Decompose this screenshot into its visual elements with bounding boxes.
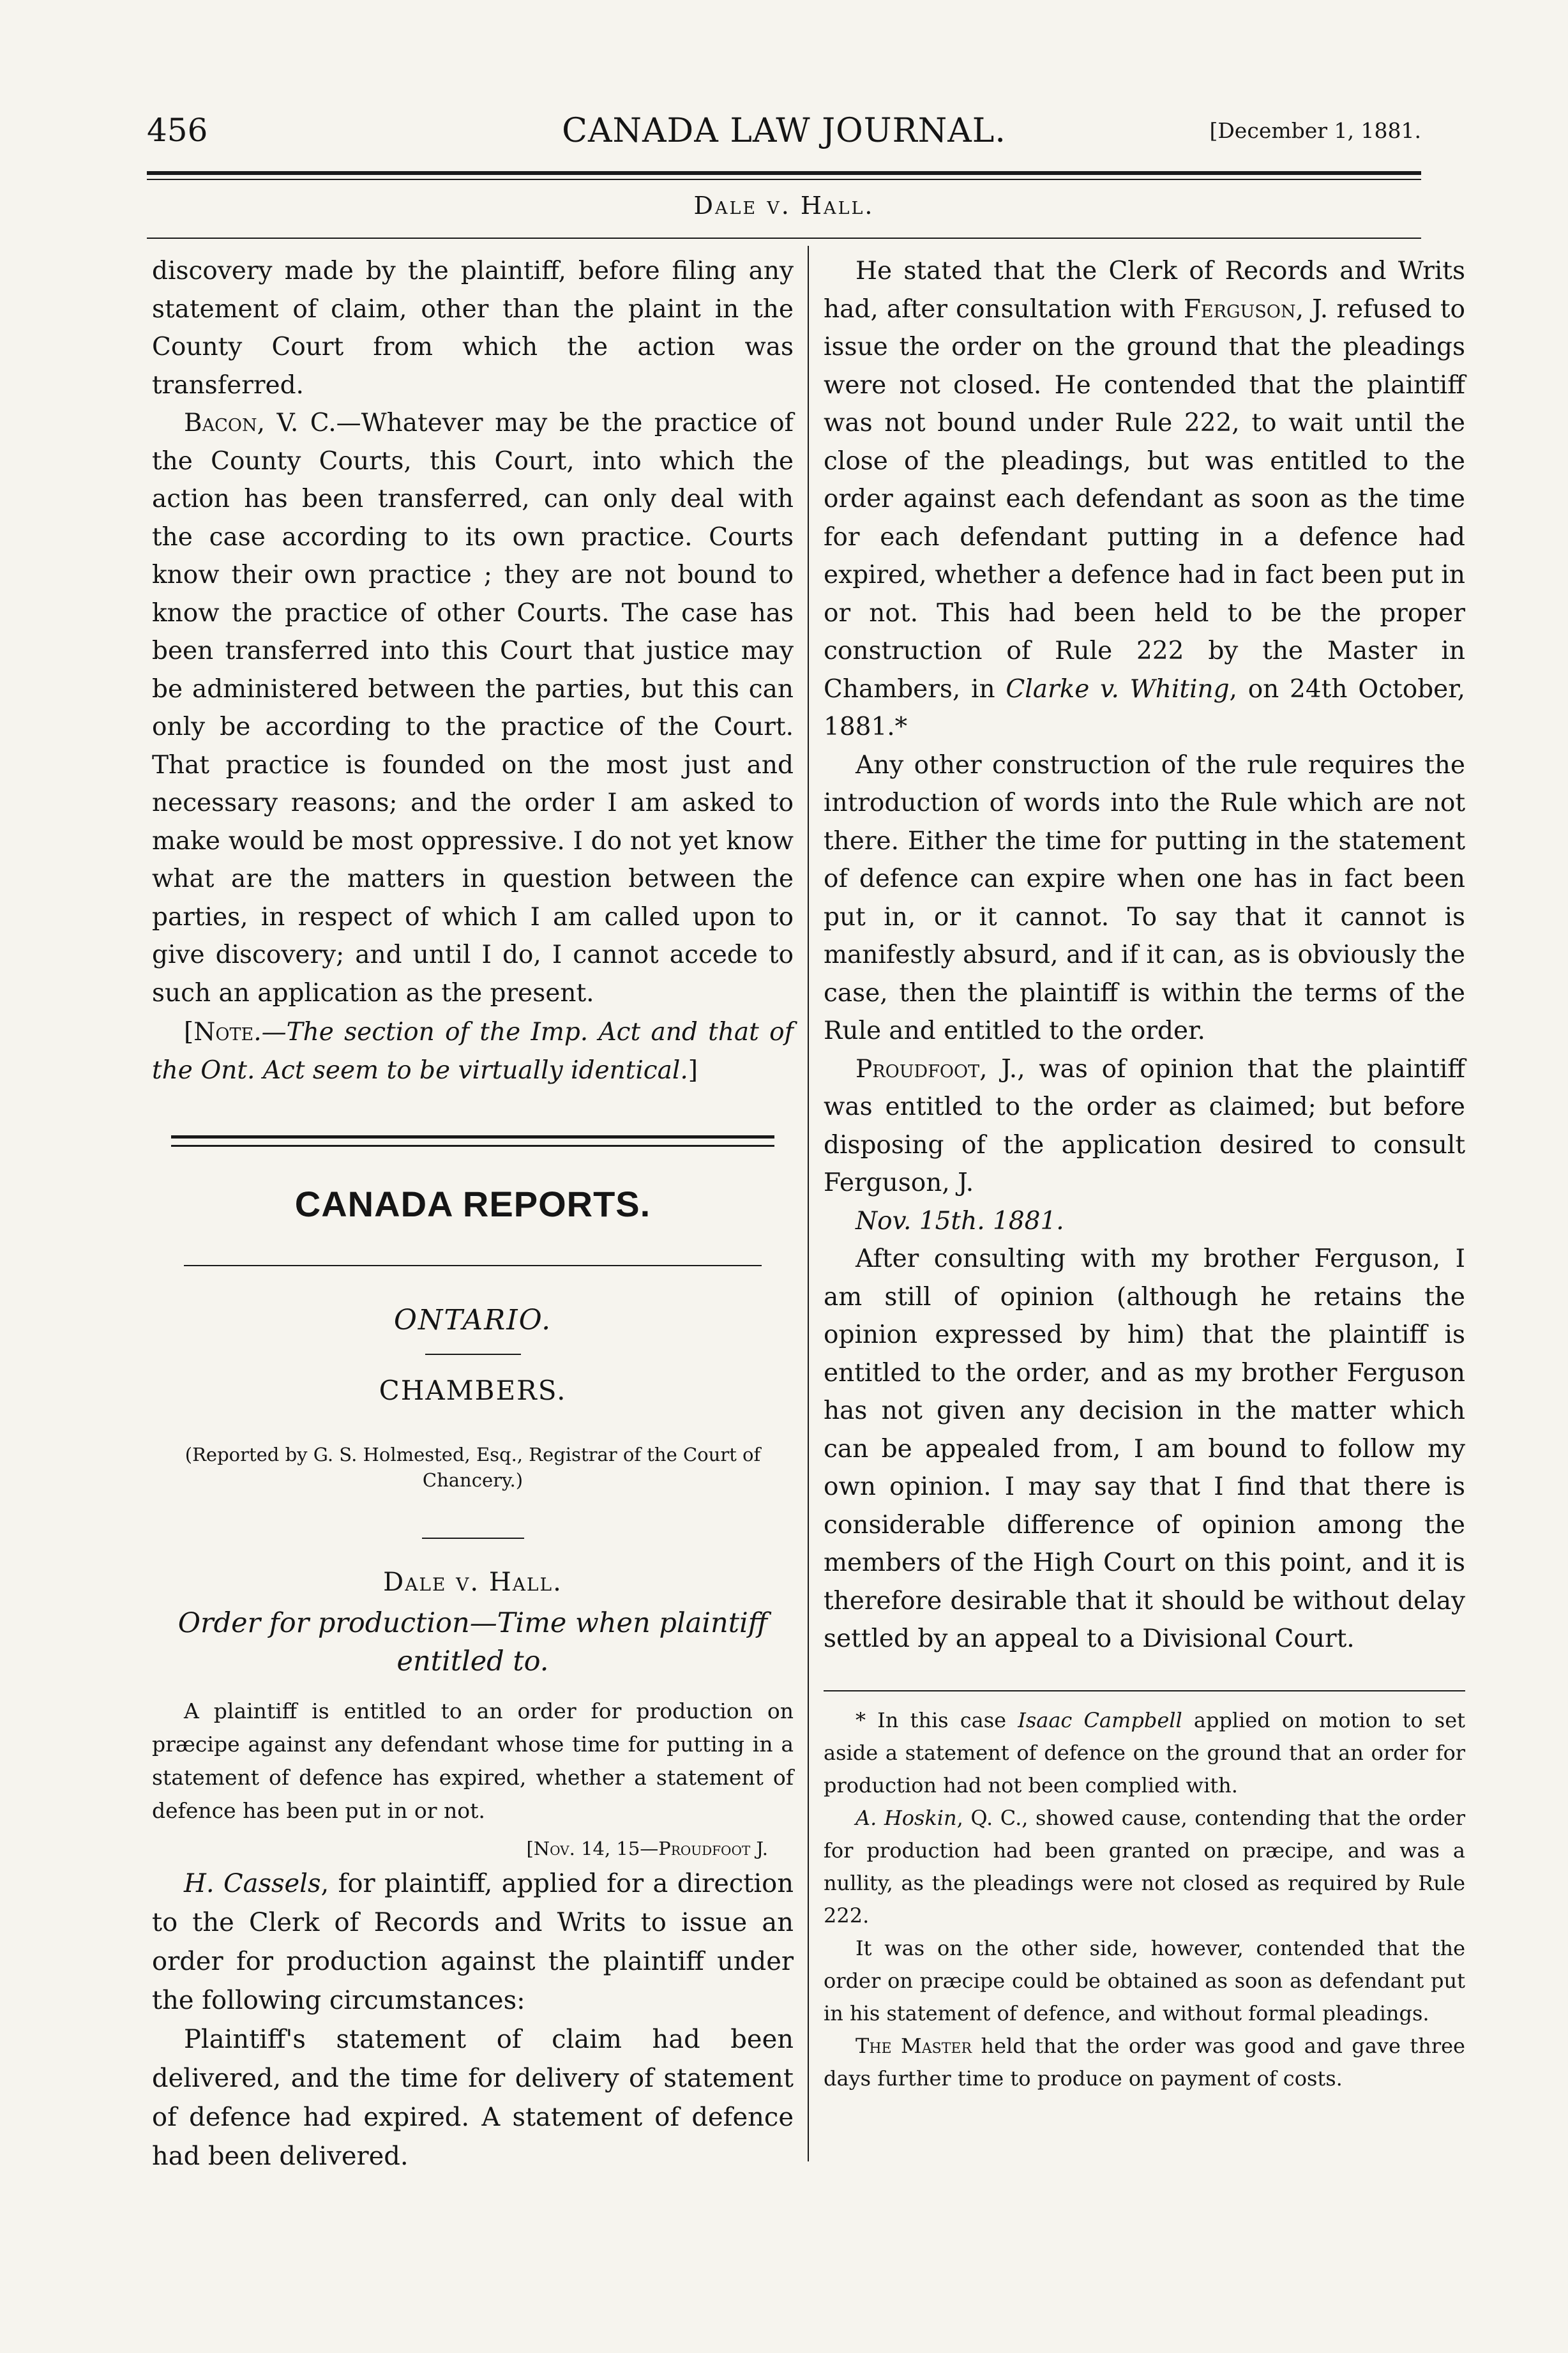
paragraph: Bacon, V. C.—Whatever may be the practice of the County Courts, this Court, into which the action has been transferred, can only deal with the case according to its own practice. Courts know their own practice ; they are not bound to know the practice of other Courts. The case has been transferred into this Court that justice may be administered between the parties, but this can only be according to the practice of the Court. That practice is founded on the most just and necessary reasons; and the order I am asked to make would be most oppressive. I do not yet know what are the matters in question between the parties, in respect of which I am called upon to give discovery; and until I do, I cannot accede to such an application as the present. xyxy=(152,409,794,1008)
paragraph: discovery made by the plaintiff, before filing any statement of claim, other than the plaint in the County Court from which the action was transferred. xyxy=(152,257,794,400)
short-rule xyxy=(425,1354,521,1355)
header-rule xyxy=(147,171,1421,175)
section-divider xyxy=(171,1135,774,1147)
headnote-title: Order for production—Time when plaintiff entitled to. xyxy=(177,1607,768,1677)
footnote-rule xyxy=(824,1690,1465,1691)
journal-title: CANADA LAW JOURNAL. xyxy=(562,112,1006,150)
province-heading: ONTARIO. xyxy=(393,1304,552,1336)
case-title: Dale v. Hall. xyxy=(383,1568,562,1597)
date-line: Nov. 15th. 1881. xyxy=(856,1206,1064,1236)
case-running-head: Dale v. Hall. xyxy=(693,192,875,220)
paragraph: Plaintiff's statement of claim had been delivered, and the time for delivery of statement of defence had expired. A statement of defence had been delivered. xyxy=(152,2025,794,2171)
dateline: [Nov. 14, 15—Proudfoot J. xyxy=(526,1838,768,1859)
paragraph: He stated that the Clerk of Records and Writs had, after consultation with Ferguson, J. refused to issue the order on the ground that the pleadings were not closed. He contended that the plaintiff was not bound under Rule 222, to wait until the close of the pleadings, but was entitled to the order against each defendant as soon as the time for each defendant putting in a defence had expired, whether a defence had in fact been put in or not. This had been held to be the proper construction of Rule 222 by the Master in Chambers, in Clarke v. Whiting, on 24th October, 1881.* xyxy=(824,257,1465,741)
paragraph: Any other construction of the rule requires the introduction of words into the Rule which are not there. Either the time for putting in the statement of defence can expire when one has in fact been put in, or it cannot. To say that it cannot is manifestly absurd, and if it can, as is obviously the case, then the plaintiff is within the terms of the Rule and entitled to the order. xyxy=(824,750,1465,1045)
running-head xyxy=(147,112,1421,163)
header-rule-thin xyxy=(147,179,1421,180)
paragraph: After consulting with my brother Ferguson, I am still of opinion (although he retains the opinion expressed by him) that the plaintiff is entitled to the order, and as my brother Ferguson has not given any decision in the matter which can be appealed from, I am bound to follow my own opinion. I may say that I find that there is considerable difference of opinion among the members of the High Court on this point, and it is therefore desirable that it should be without delay settled by an appeal to a Divisional Court. xyxy=(824,1245,1465,1653)
judge-name: Proudfoot xyxy=(856,1054,980,1084)
left-column xyxy=(152,252,794,2176)
footnote: It was on the other side, however, contended that the order on præcipe could be obtained as soon as defendant put in his statement of defence, and without formal pleadings. xyxy=(824,1935,1465,2025)
court-heading: CHAMBERS. xyxy=(379,1375,567,1406)
right-column xyxy=(824,252,1465,2095)
issue-date: [December 1, 1881. xyxy=(1209,118,1421,143)
heading-rule xyxy=(184,1265,762,1266)
headnote: A plaintiff is entitled to an order for production on præcipe against any defendant whose time for putting in a statement of defence has expired, whether a statement of defence has been put in or not. xyxy=(152,1699,794,1823)
editor-note: [Note.—The section of the Imp. Act and that of the Ont. Act seem to be virtually identical.] xyxy=(152,1018,794,1085)
case-citation: Clarke v. Whiting xyxy=(1006,674,1230,704)
paragraph: H. Cassels, for plaintiff, applied for a direction to the Clerk of Records and Writs to issue an order for production against the plaintiff under the following circumstances: xyxy=(152,1869,794,2015)
section-heading: CANADA REPORTS. xyxy=(294,1184,651,1224)
page-number: 456 xyxy=(147,112,208,149)
subhead-rule xyxy=(147,238,1421,239)
reporter-line: (Reported by G. S. Holmested, Esq., Registrar of the Court of Chancery.) xyxy=(185,1444,761,1491)
short-rule xyxy=(422,1538,524,1539)
counsel-name: H. Cassels xyxy=(184,1869,321,1898)
judge-name: Bacon xyxy=(184,409,257,437)
footnote: A. Hoskin, Q. C., showed cause, contending that the order for production had been granted on præcipe, and was a nullity, as the pleadings were not closed as required by Rule 222. xyxy=(824,1805,1466,1928)
paragraph: Proudfoot, J., was of opinion that the plaintiff was entitled to the order as claimed; but before disposing of the application desired to consult Ferguson, J. xyxy=(824,1054,1465,1197)
footnote: * In this case Isaac Campbell applied on motion to set aside a statement of defence on the ground that an order for production had not been complied with. xyxy=(824,1707,1466,1797)
footnote: The Master held that the order was good and gave three days further time to produce on payment of costs. xyxy=(824,2033,1465,2091)
column-separator xyxy=(808,246,809,2161)
